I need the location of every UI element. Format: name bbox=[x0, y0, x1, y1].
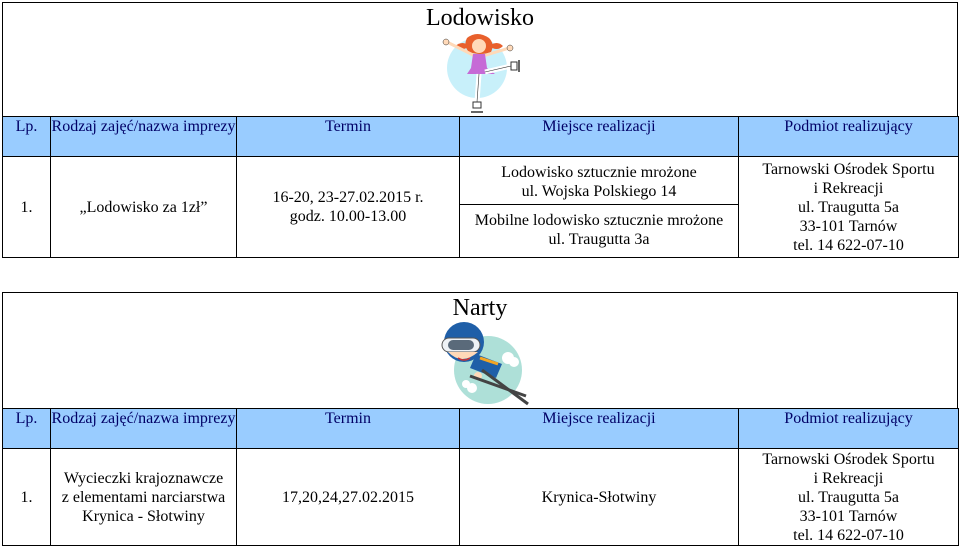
org-name: Tarnowski Ośrodek Sportu bbox=[762, 160, 935, 178]
header-org: Podmiot realizujący bbox=[739, 409, 959, 449]
row-lp: 1. bbox=[3, 449, 51, 546]
org-street: ul. Traugutta 5a bbox=[798, 488, 899, 506]
table-lodowisko bbox=[2, 116, 959, 258]
org-name: Tarnowski Ośrodek Sportu bbox=[762, 450, 935, 468]
row-org bbox=[739, 157, 959, 258]
org-phone: tel. 14 622-07-10 bbox=[793, 236, 904, 254]
section-title: Narty bbox=[452, 295, 508, 321]
term-hours: godz. 10.00-13.00 bbox=[289, 208, 407, 225]
table-header-row bbox=[3, 409, 959, 449]
row-term bbox=[237, 157, 460, 258]
place-2 bbox=[460, 205, 738, 257]
org-city: 33-101 Tarnów bbox=[799, 507, 898, 525]
header-org: Podmiot realizujący bbox=[739, 117, 959, 157]
header-place: Miejsce realizacji bbox=[460, 409, 739, 449]
header-place: Miejsce realizacji bbox=[460, 117, 739, 157]
section-title: Lodowisko bbox=[426, 5, 534, 31]
name-line-2: z elementami narciarstwa bbox=[61, 488, 226, 506]
table-header-row bbox=[3, 117, 959, 157]
header-term: Termin bbox=[237, 117, 460, 157]
row-places bbox=[460, 157, 739, 258]
org-name-cont: i Rekreacji bbox=[813, 469, 884, 487]
row-name: „Lodowisko za 1zł” bbox=[51, 157, 237, 258]
section-narty bbox=[2, 292, 958, 547]
ice-skater-girl-icon bbox=[437, 28, 527, 118]
place-1-address: ul. Wojska Polskiego 14 bbox=[521, 183, 677, 200]
row-term: 17,20,24,27.02.2015 bbox=[237, 449, 460, 546]
row-name bbox=[51, 449, 237, 546]
row-place: Krynica-Słotwiny bbox=[460, 449, 739, 546]
header-name: Rodzaj zajęć/nazwa imprezy bbox=[51, 117, 237, 157]
place-2-address: ul. Traugutta 3a bbox=[548, 231, 650, 248]
term-dates: 16-20, 23-27.02.2015 r. bbox=[272, 189, 424, 206]
header-term: Termin bbox=[237, 409, 460, 449]
org-phone: tel. 14 622-07-10 bbox=[793, 526, 904, 544]
header-name: Rodzaj zajęć/nazwa imprezy bbox=[51, 409, 237, 449]
table-row bbox=[3, 449, 959, 546]
skier-jumping-icon bbox=[430, 318, 530, 410]
header-lp: Lp. bbox=[3, 409, 51, 449]
table-narty bbox=[2, 408, 959, 546]
place-1 bbox=[460, 157, 738, 205]
name-line-1: Wycieczki krajoznawcze bbox=[63, 469, 224, 487]
row-lp: 1. bbox=[3, 157, 51, 258]
org-name-cont: i Rekreacji bbox=[813, 179, 884, 197]
header-lp: Lp. bbox=[3, 117, 51, 157]
place-1-name: Lodowisko sztucznie mrożone bbox=[501, 164, 697, 181]
org-street: ul. Traugutta 5a bbox=[798, 198, 899, 216]
table-row bbox=[3, 157, 959, 258]
name-line-3: Krynica - Słotwiny bbox=[82, 507, 205, 525]
row-org bbox=[739, 449, 959, 546]
section-lodowisko bbox=[2, 0, 958, 255]
org-city: 33-101 Tarnów bbox=[799, 217, 898, 235]
place-2-name: Mobilne lodowisko sztucznie mrożone bbox=[474, 212, 724, 229]
